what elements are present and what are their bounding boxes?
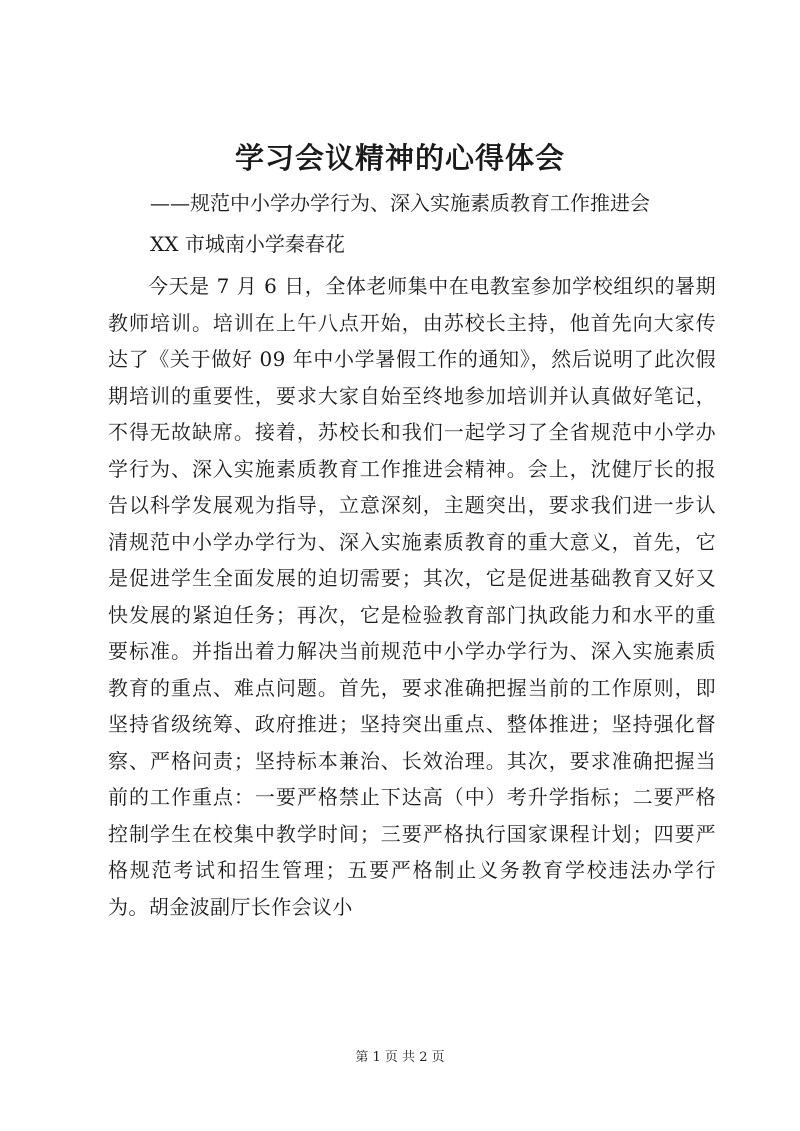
document-title: 学习会议精神的心得体会 [234, 141, 565, 175]
author-line: XX 市城南小学秦春花 [150, 232, 345, 256]
document-subtitle: ——规范中小学办学行为、深入实施素质教育工作推进会 [150, 191, 650, 215]
body-paragraph: 今天是 7 月 6 日，全体老师集中在电教室参加学校组织的暑期教师培训。培训在上午八点开始，由苏校长主持，他首先向大家传达了《关于做好 09 年中小学暑假工作的通知》，然后说明了此次假期培训的重要性，要求大家自始至终地参加培训并认真做好笔记，不得无故缺席。接着，苏校长和我们一起学习了全省规范中小学办学行为、深入实施素质教育工作推进会精神。会上，沈健厅长的报告以科学发展观为指导，立意深刻，主题突出，要求我们进一步认清规范中小学办学行为、深入实施素质教育的重大意义，首先，它是促进学生全面发展的迫切需要；其次，它是促进基础教育又好又快发展的紧迫任务；再次，它是检验教育部门执政能力和水平的重要标准。并指出着力解决当前规范中小学办学行为、深入实施素质教育的重点、难点问题。首先，要求准确把握当前的工作原则，即坚持省级统筹、政府推进；坚持突出重点、整体推进；坚持强化督察、严格问责；坚持标本兼治、长效治理。其次，要求准确把握当前的工作重点：一要严格禁止下达高（中）考升学指标；二要严格控制学生在校集中教学时间；三要严格执行国家课程计划；四要严格规范考试和招生管理；五要严格制止义务教育学校违法办学行为。胡金波副厅长作会议小 [108, 274, 716, 919]
page-footer: 第 1 页 共 2 页 [355, 1050, 445, 1065]
